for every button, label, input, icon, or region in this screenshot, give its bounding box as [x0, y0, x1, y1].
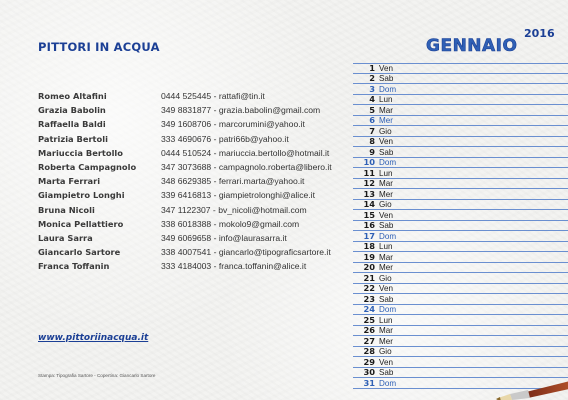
day-number: 25	[363, 314, 375, 325]
calendar-day-row	[353, 74, 568, 85]
contact-name: Grazia Babolin	[38, 105, 106, 116]
weekday-name: Sab	[379, 74, 394, 83]
calendar-day-row	[353, 273, 568, 284]
weekday-name: Dom	[379, 84, 397, 94]
day-number: 28	[363, 346, 375, 356]
weekday-name: Mer	[379, 336, 393, 346]
weekday-name: Gio	[379, 200, 392, 209]
weekday-name: Ven	[379, 284, 393, 293]
contact-separator: -	[211, 247, 219, 258]
contact-phone: 347 1122307	[161, 204, 211, 215]
contact-name: Patrizia Bertoli	[38, 133, 108, 144]
day-number: 10	[363, 157, 375, 167]
calendar-day-row	[353, 179, 568, 190]
contact-phone: 0444 510524	[161, 147, 212, 158]
weekday-name: Mar	[379, 179, 393, 188]
contact-row	[38, 188, 332, 202]
calendar-day-row	[353, 263, 568, 274]
day-number: 11	[363, 167, 375, 178]
weekday-name: Sab	[379, 294, 394, 304]
contact-name: Marta Ferrari	[38, 176, 101, 187]
calendar-day-row	[353, 189, 568, 200]
contact-name: Giampietro Longhi	[38, 190, 125, 201]
contact-email[interactable]: ferrari.marta@yahoo.it	[218, 176, 305, 187]
contact-phone: 333 4690676	[161, 133, 212, 144]
contact-phone: 349 1608706	[161, 119, 212, 130]
weekday-name: Lun	[379, 242, 393, 251]
contact-separator: -	[211, 261, 219, 272]
weekday-name: Dom	[379, 231, 397, 241]
contact-separator: -	[211, 190, 219, 201]
day-number: 13	[363, 188, 375, 199]
day-number: 18	[363, 241, 375, 251]
contact-name: Roberta Campagnolo	[38, 162, 137, 173]
contact-separator: -	[211, 119, 219, 130]
weekday-name: Ven	[379, 137, 393, 146]
contact-email[interactable]: patri66b@yahoo.it	[218, 133, 289, 144]
contact-email[interactable]: info@laurasarra.it	[218, 232, 287, 243]
contact-phone: 349 8831877	[161, 105, 212, 116]
contact-phone: 348 6629385	[161, 176, 212, 187]
calendar-day-row	[353, 315, 568, 326]
day-number: 29	[363, 356, 375, 367]
contact-email[interactable]: franca.toffanin@alice.it	[218, 261, 307, 272]
contact-email[interactable]: marcorumini@yahoo.it	[218, 119, 305, 130]
contact-email[interactable]: rattafi@tin.it	[218, 91, 265, 102]
weekday-name: Lun	[379, 168, 393, 178]
day-number: 23	[363, 293, 375, 304]
weekday-name: Gio	[379, 347, 392, 356]
contacts-list	[38, 89, 332, 273]
contact-email[interactable]: mariuccia.bertollo@hotmail.it	[218, 147, 330, 158]
year-label: 2016	[524, 27, 555, 40]
calendar-day-row	[353, 231, 568, 242]
weekday-name: Mer	[379, 189, 393, 199]
contact-email[interactable]: giampietrolonghi@alice.it	[218, 190, 315, 201]
day-number: 17	[363, 230, 375, 241]
contact-separator: -	[211, 147, 219, 158]
day-number: 24	[363, 304, 375, 314]
day-number: 16	[363, 220, 375, 230]
calendar-day-row	[353, 116, 568, 127]
weekday-name: Gio	[379, 126, 392, 136]
weekday-name: Mar	[379, 326, 393, 335]
contact-email[interactable]: campagnolo.roberta@libero.it	[218, 162, 332, 173]
day-number: 20	[363, 262, 375, 272]
day-number: 4	[369, 94, 375, 104]
day-number: 26	[363, 325, 375, 335]
contact-name: Giancarlo Sartore	[38, 247, 121, 258]
calendar-day-row	[353, 242, 568, 253]
contact-phone: 338 6018388	[161, 218, 212, 229]
calendar-day-row	[353, 137, 568, 148]
weekday-name: Ven	[379, 210, 393, 220]
month-title: GENNAIO	[426, 36, 518, 56]
day-number: 5	[369, 104, 375, 115]
contact-row	[38, 259, 332, 273]
day-number: 15	[363, 209, 375, 220]
contact-name: Raffaella Baldi	[38, 119, 106, 130]
weekday-name: Dom	[379, 305, 397, 314]
contact-name: Laura Sarra	[38, 232, 93, 243]
contact-separator: -	[210, 204, 219, 215]
contact-name: Bruna Nicoli	[38, 204, 95, 215]
day-number: 3	[369, 83, 375, 94]
calendar-day-row	[353, 336, 568, 347]
contact-row	[38, 203, 332, 217]
calendar-day-row	[353, 210, 568, 221]
weekday-name: Mar	[379, 252, 393, 262]
calendar-day-row	[353, 221, 568, 232]
weekday-name: Lun	[379, 95, 393, 104]
weekday-name: Dom	[379, 378, 397, 388]
weekday-name: Ven	[379, 63, 393, 73]
day-number: 22	[363, 283, 375, 293]
calendar-day-row	[353, 168, 568, 179]
day-number: 31	[363, 377, 375, 388]
calendar-day-row	[353, 147, 568, 158]
weekday-name: Sab	[379, 368, 394, 377]
calendar-day-row	[353, 357, 568, 368]
day-list	[353, 63, 568, 389]
contact-row	[38, 132, 332, 146]
calendar-day-row	[353, 252, 568, 263]
day-number: 19	[363, 251, 375, 262]
contact-email[interactable]: mokolo9@gmail.com	[218, 218, 300, 229]
weekday-name: Dom	[379, 158, 397, 167]
weekday-name: Mer	[379, 116, 393, 125]
weekday-name: Gio	[379, 273, 392, 283]
contact-name: Romeo Altafini	[38, 91, 107, 102]
contact-name: Mariuccia Bertollo	[38, 147, 123, 158]
contact-phone: 338 4007541	[161, 247, 212, 258]
calendar-day-row	[353, 305, 568, 316]
day-number: 21	[363, 272, 375, 283]
day-number: 9	[369, 146, 375, 157]
contact-row	[38, 160, 332, 174]
calendar-day-row	[353, 105, 568, 116]
contact-phone: 349 6069658	[161, 232, 212, 243]
weekday-name: Sab	[379, 147, 394, 157]
contact-separator: -	[211, 91, 219, 102]
contact-row	[38, 231, 332, 245]
contact-row	[38, 174, 332, 188]
contact-row	[38, 103, 332, 117]
contact-separator: -	[211, 232, 219, 243]
print-credits: Stampa: Tipografia Sartore - Copertina: Giancarlo Sartore	[38, 373, 156, 378]
contact-row	[38, 117, 332, 131]
contact-separator: -	[211, 218, 219, 229]
calendar-day-row	[353, 126, 568, 137]
weekday-name: Mar	[379, 105, 393, 115]
calendar-day-row	[353, 284, 568, 295]
contact-separator: -	[211, 162, 219, 173]
day-number: 14	[363, 199, 375, 209]
website-link[interactable]: www.pittoriinacqua.it	[38, 333, 149, 343]
calendar-day-row	[353, 294, 568, 305]
group-title: PITTORI IN ACQUA	[38, 40, 160, 54]
weekday-name: Ven	[379, 357, 393, 367]
contact-row	[38, 245, 332, 259]
weekday-name: Sab	[379, 221, 394, 230]
contact-email[interactable]: grazia.babolin@gmail.com	[218, 105, 321, 116]
day-number: 7	[369, 125, 375, 136]
day-number: 27	[363, 335, 375, 346]
contact-row	[38, 89, 332, 103]
day-number: 1	[369, 62, 375, 73]
day-number: 8	[369, 136, 375, 146]
weekday-name: Lun	[379, 315, 393, 325]
contact-name: Franca Toffanin	[38, 261, 110, 272]
calendar-day-row	[353, 158, 568, 169]
weekday-name: Mer	[379, 263, 393, 272]
calendar-day-row	[353, 200, 568, 211]
contact-phone: 339 6416813	[161, 190, 212, 201]
contact-email[interactable]: bv_nicoli@hotmail.com	[218, 204, 307, 215]
calendar-day-row	[353, 347, 568, 358]
contact-name: Monica Pellattiero	[38, 218, 124, 229]
paintbrush-icon	[496, 372, 568, 400]
contact-row	[38, 217, 332, 231]
day-number: 6	[369, 115, 375, 125]
contact-email[interactable]: giancarlo@tipograficsartore.it	[218, 247, 331, 258]
contact-phone: 0444 525445	[161, 91, 212, 102]
contact-phone: 333 4184003	[161, 261, 212, 272]
day-number: 2	[369, 73, 375, 83]
calendar-day-row	[353, 326, 568, 337]
calendar-day-row	[353, 84, 568, 95]
contact-separator: -	[211, 133, 219, 144]
contact-row	[38, 146, 332, 160]
calendar-day-row	[353, 95, 568, 106]
contact-separator: -	[211, 105, 219, 116]
contact-separator: -	[211, 176, 219, 187]
day-number: 12	[363, 178, 375, 188]
day-number: 30	[363, 367, 375, 377]
calendar-day-row	[353, 63, 568, 74]
contact-phone: 347 3073688	[161, 162, 212, 173]
